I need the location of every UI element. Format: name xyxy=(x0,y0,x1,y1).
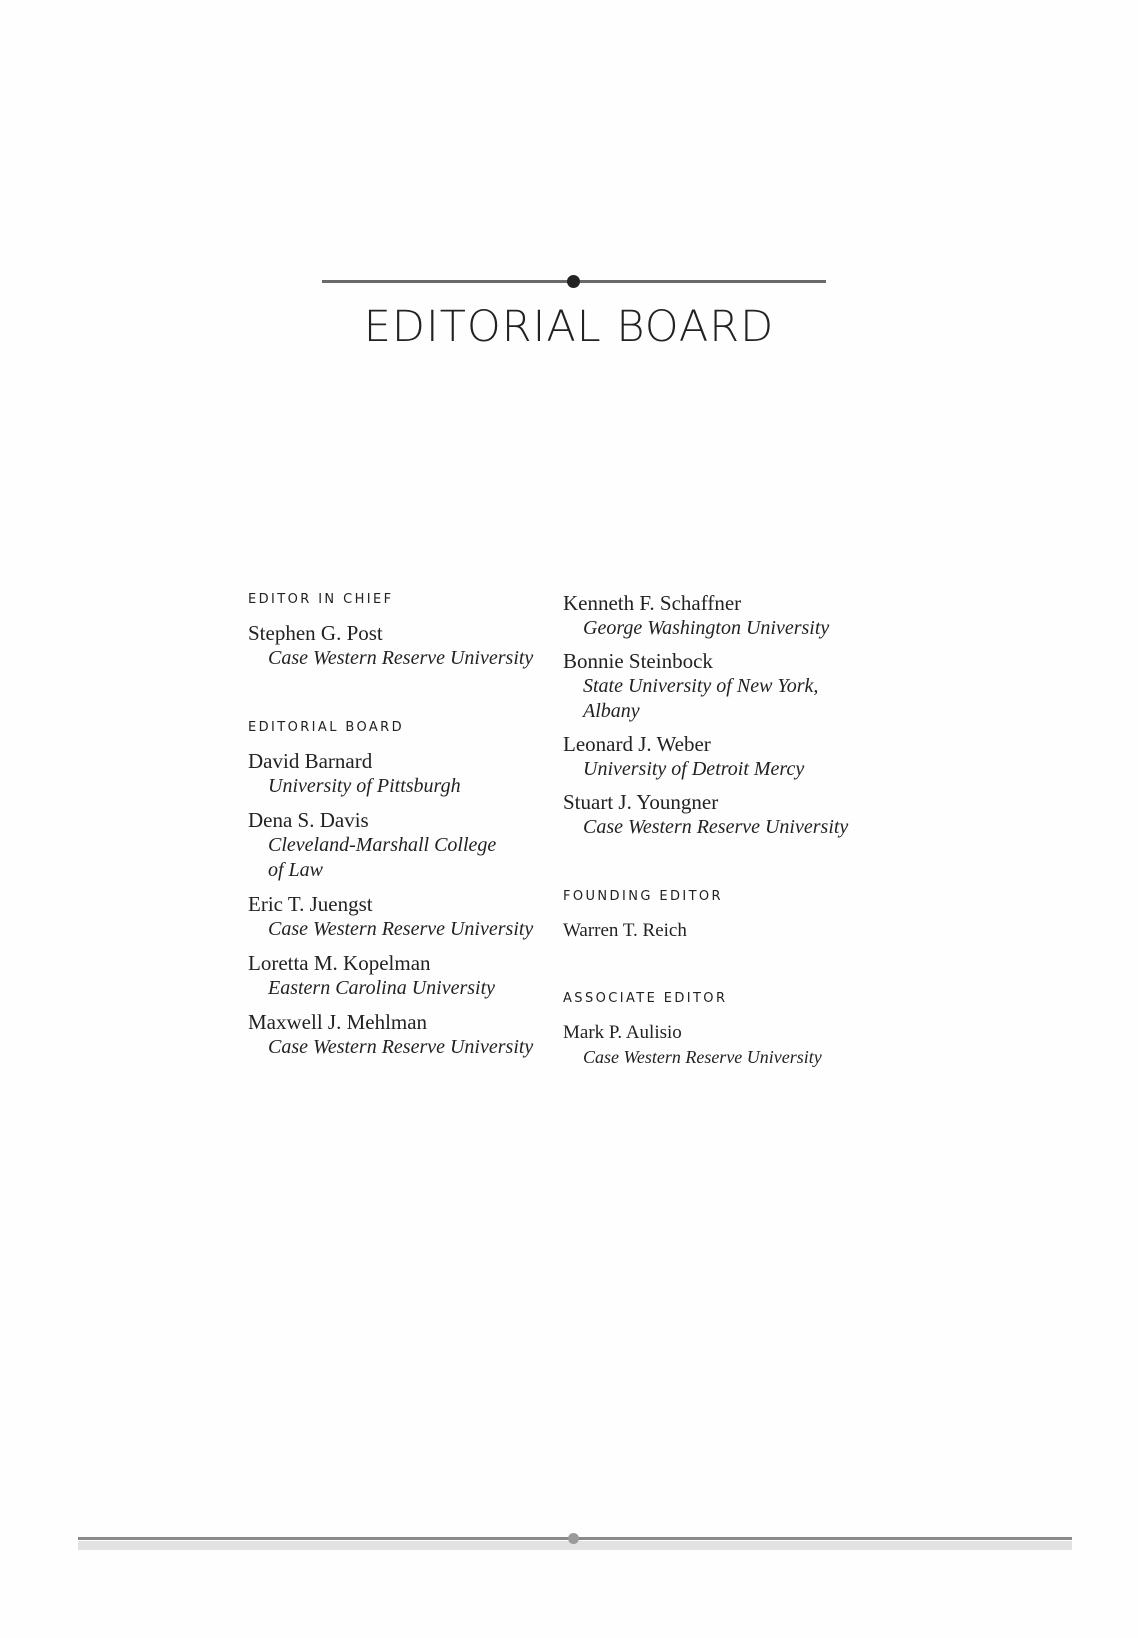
person-affiliation xyxy=(248,1035,548,1060)
associate-editor-entry xyxy=(563,1020,863,1070)
page-title: EDITORIAL BOARD xyxy=(363,302,775,352)
affiliation-line: Case Western Reserve University xyxy=(583,816,849,838)
affiliation-line: Case Western Reserve University xyxy=(268,918,534,940)
editor-in-chief-label: EDITOR IN CHIEF xyxy=(248,592,394,607)
left-column xyxy=(248,590,548,1060)
editorial-board-label: EDITORIAL BOARD xyxy=(248,720,404,735)
person-affiliation xyxy=(563,757,863,782)
top-divider-dot xyxy=(567,275,580,288)
person-affiliation xyxy=(563,616,863,641)
person-name: Dena S. Davis xyxy=(248,808,369,832)
board-member-entry xyxy=(248,951,548,1001)
affiliation-line: Eastern Carolina University xyxy=(268,977,496,999)
affiliation-line: University of Detroit Mercy xyxy=(583,758,805,780)
affiliation-line: Case Western Reserve University xyxy=(268,1036,534,1058)
board-member-entry xyxy=(248,808,548,883)
board-member-entry xyxy=(248,892,548,942)
affiliation-line: George Washington University xyxy=(583,617,830,639)
affiliation-line: of Law xyxy=(268,859,324,881)
affiliation-line: Cleveland-Marshall College xyxy=(268,834,497,856)
affiliation-line: Albany xyxy=(583,700,640,722)
person-affiliation xyxy=(248,833,548,883)
person-name: Eric T. Juengst xyxy=(248,892,373,916)
person-name: Loretta M. Kopelman xyxy=(248,951,431,975)
person-name: Warren T. Reich xyxy=(563,920,687,941)
bottom-divider-dot xyxy=(568,1533,579,1544)
person-affiliation: Case Western Reserve University xyxy=(268,647,534,669)
editor-in-chief-entry xyxy=(248,621,548,671)
person-affiliation xyxy=(248,976,548,1001)
person-name: Leonard J. Weber xyxy=(563,732,711,756)
board-member-entry xyxy=(248,749,548,799)
person-name: Maxwell J. Mehlman xyxy=(248,1010,428,1034)
person-affiliation xyxy=(248,774,548,799)
person-name: David Barnard xyxy=(248,749,373,773)
person-name: Mark P. Aulisio xyxy=(563,1022,682,1043)
associate-editor-label: ASSOCIATE EDITOR xyxy=(563,991,728,1006)
person-affiliation xyxy=(248,917,548,942)
affiliation-line: State University of New York, xyxy=(583,675,819,697)
board-member-entry xyxy=(563,591,863,641)
person-name: Kenneth F. Schaffner xyxy=(563,591,742,615)
person-affiliation xyxy=(563,815,863,840)
founding-editor-label: FOUNDING EDITOR xyxy=(563,889,723,904)
board-member-entry xyxy=(248,1010,548,1060)
person-name: Stephen G. Post xyxy=(248,621,383,645)
person-affiliation xyxy=(563,674,863,724)
board-member-entry xyxy=(563,649,863,724)
person-affiliation: Case Western Reserve University xyxy=(583,1047,822,1067)
board-member-entry xyxy=(563,790,863,840)
board-member-entry xyxy=(563,732,863,782)
person-name: Stuart J. Youngner xyxy=(563,790,719,814)
right-column xyxy=(563,591,863,1070)
affiliation-line: University of Pittsburgh xyxy=(268,775,461,797)
founding-editor-entry xyxy=(563,918,863,943)
person-name: Bonnie Steinbock xyxy=(563,649,713,673)
